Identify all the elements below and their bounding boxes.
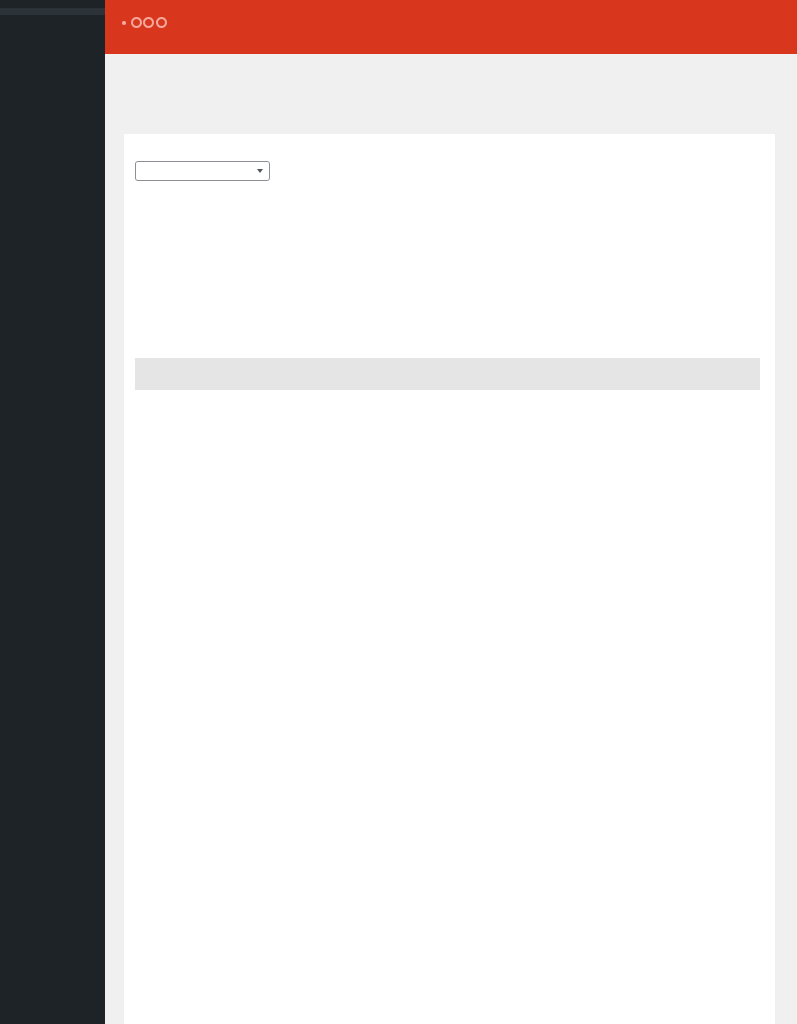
dynamic-shortcodes-submenu <box>0 8 105 15</box>
dynamic-ooo-logo <box>119 17 167 28</box>
plugin-header-bar <box>105 0 797 54</box>
shortcode-table <box>135 358 760 390</box>
chevron-down-icon <box>257 169 263 173</box>
admin-sidebar <box>0 0 105 1024</box>
table-header <box>135 358 760 390</box>
demo-panel <box>124 134 775 1024</box>
preview-post-select[interactable] <box>135 161 270 181</box>
